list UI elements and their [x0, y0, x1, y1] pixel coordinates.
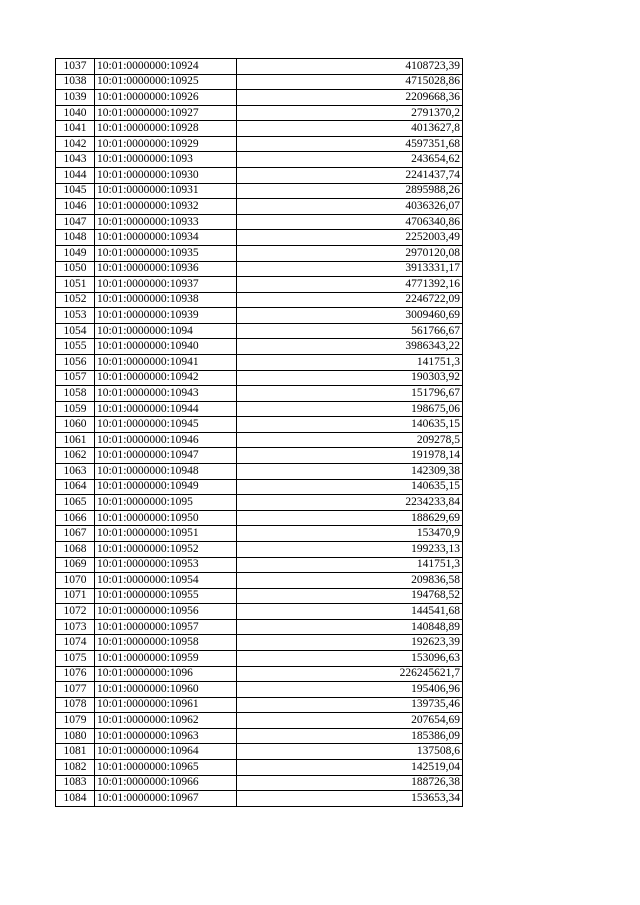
cadastral-number-cell: 10:01:0000000:1093: [95, 152, 237, 168]
cadastral-number-cell: 10:01:0000000:10935: [95, 245, 237, 261]
cadastral-number-cell: 10:01:0000000:10948: [95, 464, 237, 480]
table-row: [56, 744, 463, 760]
cadastral-value-cell: 243654,62: [237, 152, 463, 168]
row-number-cell: 1050: [56, 261, 95, 277]
cadastral-value-cell: 2970120,08: [237, 245, 463, 261]
row-number-cell: 1039: [56, 90, 95, 106]
row-number-cell: 1063: [56, 464, 95, 480]
row-number-cell: 1074: [56, 635, 95, 651]
table-row: [56, 464, 463, 480]
cadastral-value-cell: 4036326,07: [237, 199, 463, 215]
row-number-cell: 1082: [56, 760, 95, 776]
row-number-cell: 1066: [56, 510, 95, 526]
cadastral-number-cell: 10:01:0000000:10966: [95, 775, 237, 791]
table-row: [56, 635, 463, 651]
cadastral-number-cell: 10:01:0000000:10944: [95, 401, 237, 417]
table-row: [56, 557, 463, 573]
cadastral-value-cell: 188726,38: [237, 775, 463, 791]
table-row: [56, 354, 463, 370]
row-number-cell: 1040: [56, 105, 95, 121]
cadastral-value-cell: 142519,04: [237, 760, 463, 776]
cadastral-number-cell: 10:01:0000000:10926: [95, 90, 237, 106]
cadastral-number-cell: 10:01:0000000:10965: [95, 760, 237, 776]
cadastral-number-cell: 10:01:0000000:10943: [95, 386, 237, 402]
row-number-cell: 1072: [56, 604, 95, 620]
cadastral-value-cell: 3009460,69: [237, 308, 463, 324]
row-number-cell: 1075: [56, 650, 95, 666]
cadastral-number-cell: 10:01:0000000:10936: [95, 261, 237, 277]
table-body: [56, 59, 463, 807]
cadastral-value-cell: 144541,68: [237, 604, 463, 620]
row-number-cell: 1041: [56, 121, 95, 137]
cadastral-value-cell: 151796,67: [237, 386, 463, 402]
row-number-cell: 1042: [56, 136, 95, 152]
table-row: [56, 573, 463, 589]
cadastral-value-cell: 137508,6: [237, 744, 463, 760]
table-row: [56, 697, 463, 713]
cadastral-number-cell: 10:01:0000000:10946: [95, 432, 237, 448]
table-row: [56, 105, 463, 121]
row-number-cell: 1058: [56, 386, 95, 402]
cadastral-value-cell: 209278,5: [237, 432, 463, 448]
cadastral-value-cell: 3913331,17: [237, 261, 463, 277]
cadastral-number-cell: 10:01:0000000:10942: [95, 370, 237, 386]
row-number-cell: 1068: [56, 541, 95, 557]
cadastral-value-cell: 4771392,16: [237, 277, 463, 293]
table-row: [56, 323, 463, 339]
cadastral-value-cell: 2246722,09: [237, 292, 463, 308]
cadastral-value-cell: 141751,3: [237, 354, 463, 370]
table-row: [56, 713, 463, 729]
cadastral-number-cell: 10:01:0000000:10933: [95, 214, 237, 230]
table-row: [56, 339, 463, 355]
table-row: [56, 308, 463, 324]
cadastral-value-cell: 4108723,39: [237, 59, 463, 75]
cadastral-value-cell: 2234233,84: [237, 495, 463, 511]
cadastral-number-cell: 10:01:0000000:10950: [95, 510, 237, 526]
cadastral-number-cell: 10:01:0000000:10924: [95, 59, 237, 75]
cadastral-number-cell: 10:01:0000000:10927: [95, 105, 237, 121]
cadastral-number-cell: 10:01:0000000:10930: [95, 168, 237, 184]
cadastral-number-cell: 10:01:0000000:10941: [95, 354, 237, 370]
cadastral-value-cell: 209836,58: [237, 573, 463, 589]
table-row: [56, 417, 463, 433]
cadastral-number-cell: 10:01:0000000:10932: [95, 199, 237, 215]
cadastral-number-cell: 10:01:0000000:10959: [95, 650, 237, 666]
cadastral-value-table: [55, 58, 463, 807]
row-number-cell: 1071: [56, 588, 95, 604]
row-number-cell: 1045: [56, 183, 95, 199]
table-row: [56, 386, 463, 402]
row-number-cell: 1078: [56, 697, 95, 713]
table-row: [56, 495, 463, 511]
row-number-cell: 1084: [56, 791, 95, 807]
table-row: [56, 526, 463, 542]
cadastral-value-cell: 2895988,26: [237, 183, 463, 199]
cadastral-number-cell: 10:01:0000000:10960: [95, 682, 237, 698]
cadastral-value-cell: 142309,38: [237, 464, 463, 480]
cadastral-value-cell: 192623,39: [237, 635, 463, 651]
table-row: [56, 510, 463, 526]
cadastral-number-cell: 10:01:0000000:10934: [95, 230, 237, 246]
cadastral-value-cell: 2209668,36: [237, 90, 463, 106]
cadastral-value-cell: 561766,67: [237, 323, 463, 339]
row-number-cell: 1070: [56, 573, 95, 589]
row-number-cell: 1073: [56, 619, 95, 635]
table-row: [56, 261, 463, 277]
cadastral-number-cell: 10:01:0000000:10956: [95, 604, 237, 620]
row-number-cell: 1076: [56, 666, 95, 682]
cadastral-number-cell: 10:01:0000000:10928: [95, 121, 237, 137]
row-number-cell: 1037: [56, 59, 95, 75]
cadastral-value-cell: 198675,06: [237, 401, 463, 417]
cadastral-number-cell: 10:01:0000000:1096: [95, 666, 237, 682]
row-number-cell: 1059: [56, 401, 95, 417]
row-number-cell: 1054: [56, 323, 95, 339]
cadastral-value-cell: 4013627,8: [237, 121, 463, 137]
cadastral-value-cell: 194768,52: [237, 588, 463, 604]
row-number-cell: 1049: [56, 245, 95, 261]
row-number-cell: 1081: [56, 744, 95, 760]
row-number-cell: 1046: [56, 199, 95, 215]
row-number-cell: 1067: [56, 526, 95, 542]
table-row: [56, 152, 463, 168]
table-row: [56, 682, 463, 698]
table-row: [56, 199, 463, 215]
cadastral-value-cell: 2241437,74: [237, 168, 463, 184]
cadastral-value-cell: 153096,63: [237, 650, 463, 666]
row-number-cell: 1079: [56, 713, 95, 729]
cadastral-value-cell: 141751,3: [237, 557, 463, 573]
row-number-cell: 1052: [56, 292, 95, 308]
cadastral-number-cell: 10:01:0000000:10955: [95, 588, 237, 604]
table-row: [56, 401, 463, 417]
table-row: [56, 168, 463, 184]
table-row: [56, 448, 463, 464]
row-number-cell: 1051: [56, 277, 95, 293]
table-row: [56, 432, 463, 448]
table-row: [56, 292, 463, 308]
cadastral-number-cell: 10:01:0000000:10937: [95, 277, 237, 293]
cadastral-number-cell: 10:01:0000000:10939: [95, 308, 237, 324]
row-number-cell: 1044: [56, 168, 95, 184]
cadastral-number-cell: 10:01:0000000:10947: [95, 448, 237, 464]
cadastral-number-cell: 10:01:0000000:10931: [95, 183, 237, 199]
cadastral-value-cell: 199233,13: [237, 541, 463, 557]
cadastral-number-cell: 10:01:0000000:10952: [95, 541, 237, 557]
cadastral-value-cell: 139735,46: [237, 697, 463, 713]
table-row: [56, 775, 463, 791]
table-row: [56, 59, 463, 75]
cadastral-number-cell: 10:01:0000000:10962: [95, 713, 237, 729]
cadastral-number-cell: 10:01:0000000:10967: [95, 791, 237, 807]
cadastral-number-cell: 10:01:0000000:10940: [95, 339, 237, 355]
table-row: [56, 588, 463, 604]
cadastral-number-cell: 10:01:0000000:10954: [95, 573, 237, 589]
row-number-cell: 1080: [56, 728, 95, 744]
cadastral-number-cell: 10:01:0000000:10938: [95, 292, 237, 308]
cadastral-number-cell: 10:01:0000000:10951: [95, 526, 237, 542]
row-number-cell: 1062: [56, 448, 95, 464]
table-row: [56, 760, 463, 776]
row-number-cell: 1061: [56, 432, 95, 448]
row-number-cell: 1048: [56, 230, 95, 246]
row-number-cell: 1077: [56, 682, 95, 698]
cadastral-number-cell: 10:01:0000000:10925: [95, 74, 237, 90]
table-row: [56, 74, 463, 90]
cadastral-value-cell: 153653,34: [237, 791, 463, 807]
cadastral-number-cell: 10:01:0000000:10949: [95, 479, 237, 495]
table-row: [56, 619, 463, 635]
cadastral-value-cell: 190303,92: [237, 370, 463, 386]
row-number-cell: 1056: [56, 354, 95, 370]
cadastral-value-cell: 191978,14: [237, 448, 463, 464]
cadastral-value-cell: 188629,69: [237, 510, 463, 526]
cadastral-number-cell: 10:01:0000000:10953: [95, 557, 237, 573]
table-row: [56, 666, 463, 682]
cadastral-value-cell: 140635,15: [237, 479, 463, 495]
cadastral-number-cell: 10:01:0000000:10961: [95, 697, 237, 713]
cadastral-value-cell: 195406,96: [237, 682, 463, 698]
row-number-cell: 1053: [56, 308, 95, 324]
row-number-cell: 1043: [56, 152, 95, 168]
cadastral-number-cell: 10:01:0000000:10945: [95, 417, 237, 433]
cadastral-value-cell: 4597351,68: [237, 136, 463, 152]
table-row: [56, 791, 463, 807]
table-row: [56, 121, 463, 137]
cadastral-number-cell: 10:01:0000000:10929: [95, 136, 237, 152]
table-row: [56, 183, 463, 199]
cadastral-number-cell: 10:01:0000000:10958: [95, 635, 237, 651]
row-number-cell: 1060: [56, 417, 95, 433]
cadastral-value-cell: 4715028,86: [237, 74, 463, 90]
row-number-cell: 1064: [56, 479, 95, 495]
table-row: [56, 90, 463, 106]
cadastral-value-cell: 140848,89: [237, 619, 463, 635]
cadastral-value-cell: 153470,9: [237, 526, 463, 542]
cadastral-value-cell: 4706340,86: [237, 214, 463, 230]
table-row: [56, 479, 463, 495]
row-number-cell: 1038: [56, 74, 95, 90]
cadastral-number-cell: 10:01:0000000:1094: [95, 323, 237, 339]
row-number-cell: 1083: [56, 775, 95, 791]
table-row: [56, 277, 463, 293]
cadastral-value-cell: 2252003,49: [237, 230, 463, 246]
table-row: [56, 604, 463, 620]
cadastral-value-cell: 207654,69: [237, 713, 463, 729]
table-row: [56, 230, 463, 246]
cadastral-number-cell: 10:01:0000000:10957: [95, 619, 237, 635]
row-number-cell: 1057: [56, 370, 95, 386]
cadastral-number-cell: 10:01:0000000:10963: [95, 728, 237, 744]
table-row: [56, 136, 463, 152]
table-row: [56, 245, 463, 261]
table-row: [56, 214, 463, 230]
cadastral-value-cell: 226245621,7: [237, 666, 463, 682]
cadastral-value-cell: 2791370,2: [237, 105, 463, 121]
table-row: [56, 650, 463, 666]
cadastral-value-cell: 185386,09: [237, 728, 463, 744]
row-number-cell: 1047: [56, 214, 95, 230]
table-row: [56, 728, 463, 744]
row-number-cell: 1055: [56, 339, 95, 355]
table-row: [56, 541, 463, 557]
cadastral-value-cell: 140635,15: [237, 417, 463, 433]
table-row: [56, 370, 463, 386]
cadastral-number-cell: 10:01:0000000:10964: [95, 744, 237, 760]
cadastral-number-cell: 10:01:0000000:1095: [95, 495, 237, 511]
cadastral-value-cell: 3986343,22: [237, 339, 463, 355]
row-number-cell: 1065: [56, 495, 95, 511]
row-number-cell: 1069: [56, 557, 95, 573]
